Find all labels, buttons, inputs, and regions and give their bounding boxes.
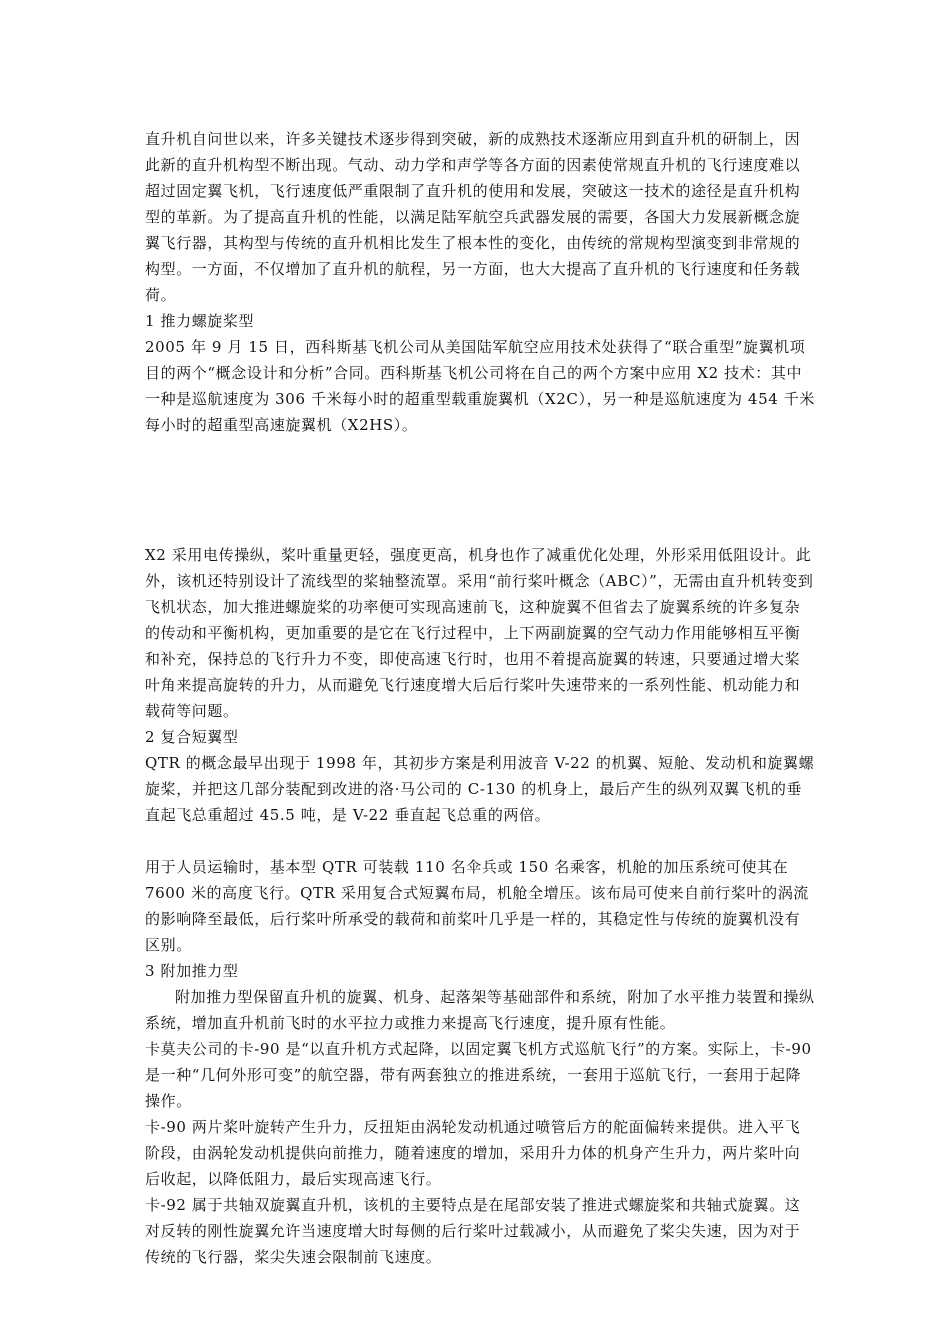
blank-space — [145, 438, 815, 542]
section-3-paragraph-4: 卡-92 属于共轴双旋翼直升机，该机的主要特点是在尾部安装了推进式螺旋桨和共轴式旋翼。这对反转的刚性旋翼允许当速度增大时每侧的后行桨叶过载减小，从而避免了桨尖失速，因为对于传统的飞行器，桨尖失速会限制前飞速度。 — [145, 1196, 801, 1266]
section-2-paragraph-2: 用于人员运输时，基本型 QTR 可装载 110 名伞兵或 150 名乘客，机舱的加压系统可使其在 7600 米的高度飞行。QTR 采用复合式短翼布局，机舱全增压。该布局可使来自前行桨叶的涡流的影响降至最低，后行桨叶所承受的载荷和前桨叶几乎是一样的，其稳定性与传统的旋翼机没有区别。 — [145, 858, 809, 954]
document-body — [145, 126, 815, 1270]
section-2-heading: 2 复合短翼型 — [145, 728, 239, 746]
section-1-paragraph-2: X2 采用电传操纵，桨叶重量更轻，强度更高，机身也作了减重优化处理，外形采用低阻设计。此外，该机还特别设计了流线型的桨轴整流罩。采用“前行桨叶概念（ABC）”，无需由直升机转变到飞机状态，加大推进螺旋桨的功率便可实现高速前飞，这种旋翼不但省去了旋翼系统的许多复杂的传动和平衡机构，更加重要的是它在飞行过程中，上下两副旋翼的空气动力作用能够相互平衡和补充，保持总的飞行升力不变，即使高速飞行时，也用不着提高旋翼的转速，只要通过增大桨叶角来提高旋转的升力，从而避免飞行速度增大后后行桨叶失速带来的一系列性能、机动能力和载荷等问题。 — [145, 546, 814, 720]
intro-paragraph: 直升机自问世以来，许多关键技术逐步得到突破，新的成熟技术逐渐应用到直升机的研制上，因此新的直升机构型不断出现。气动、动力学和声学等各方面的因素使常规直升机的飞行速度难以超过固定翼飞机，飞行速度低严重限制了直升机的使用和发展，突破这一技术的途径是直升机构型的革新。为了提高直升机的性能，以满足陆军航空兵武器发展的需要，各国大力发展新概念旋翼飞行器，其构型与传统的直升机相比发生了根本性的变化，由传统的常规构型演变到非常规的构型。一方面，不仅增加了直升机的航程，另一方面，也大大提高了直升机的飞行速度和任务载荷。 — [145, 130, 801, 304]
section-2-paragraph-1: QTR 的概念最早出现于 1998 年，其初步方案是利用波音 V-22 的机翼、短舱、发动机和旋翼螺旋桨，并把这几部分装配到改进的洛·马公司的 C-130 的机身上，最后产生的纵列双翼飞机的垂直起飞总重超过 45.5 吨，是 V-22 垂直起飞总重的两倍。 — [145, 754, 815, 824]
section-1-paragraph-1: 2005 年 9 月 15 日，西科斯基飞机公司从美国陆军航空应用技术处获得了“联合重型”旋翼机项目的两个“概念设计和分析”合同。西科斯基飞机公司将在自己的两个方案中应用 X2 技术：其中一种是巡航速度为 306 千米每小时的超重型载重旋翼机（X2C），另一种是巡航速度为 454 千米每小时的超重型高速旋翼机（X2HS）。 — [145, 338, 815, 434]
section-3-paragraph-3: 卡-90 两片桨叶旋转产生升力，反扭矩由涡轮发动机通过喷管后方的舵面偏转来提供。进入平飞阶段，由涡轮发动机提供向前推力，随着速度的增加，采用升力体的机身产生升力，两片桨叶向后收起，以降低阻力，最后实现高速飞行。 — [145, 1118, 801, 1188]
section-3-paragraph-1: 附加推力型保留直升机的旋翼、机身、起落架等基础部件和系统，附加了水平推力装置和操纵系统，增加直升机前飞时的水平拉力或推力来提高飞行速度，提升原有性能。 — [145, 988, 815, 1032]
section-3-heading: 3 附加推力型 — [145, 962, 239, 980]
section-1-heading: 1 推力螺旋桨型 — [145, 312, 255, 330]
blank-line — [145, 828, 815, 854]
section-3-paragraph-2: 卡莫夫公司的卡-90 是“以直升机方式起降，以固定翼飞机方式巡航飞行”的方案。实际上，卡-90 是一种“几何外形可变”的航空器，带有两套独立的推进系统，一套用于巡航飞行，一套用于起降操作。 — [145, 1040, 812, 1110]
